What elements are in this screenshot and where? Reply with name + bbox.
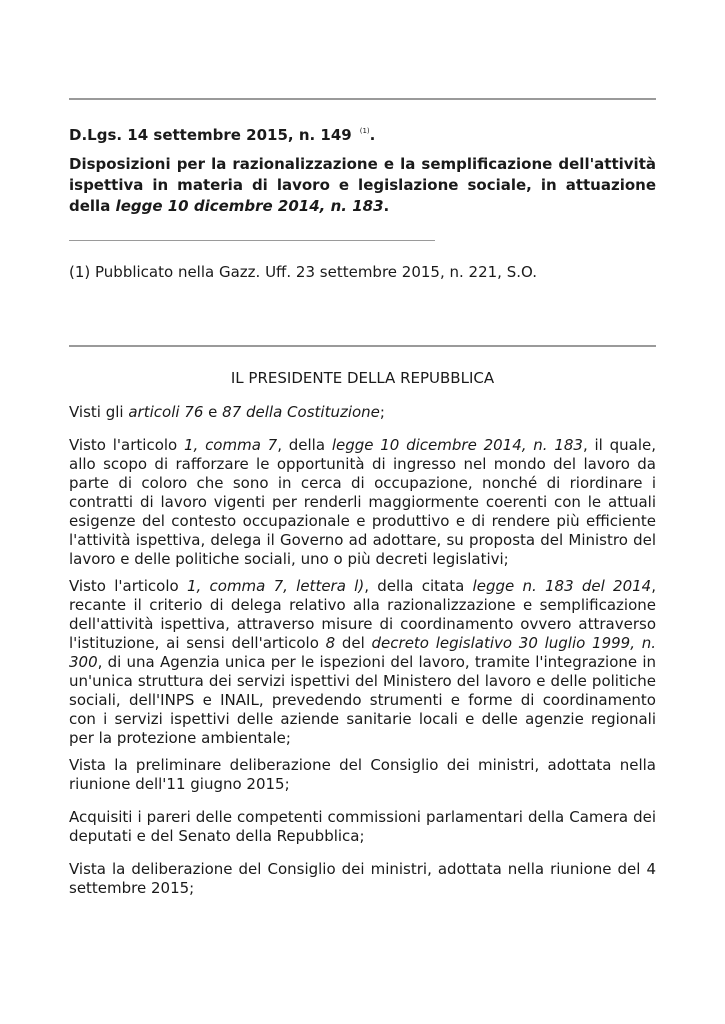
president-heading: IL PRESIDENTE DELLA REPUBBLICA <box>230 369 495 387</box>
comma-7-link[interactable]: 1, comma 7 <box>183 436 278 454</box>
footnote-text: (1) Pubblicato nella Gazz. Uff. 23 settembre 2015, n. 221, S.O. <box>69 263 537 281</box>
paragraph-deliberazione: Vista la deliberazione del Consiglio dei ministri, adottata nella riunione del 4 settembre 2015; <box>69 860 656 897</box>
title-text: D.Lgs. 14 settembre 2015, n. 149 <box>69 126 352 144</box>
dlgs-300-link[interactable]: decreto legislativo 30 luglio 1999, n. 300 <box>69 634 656 671</box>
articolo-8-link[interactable]: 8 <box>325 634 336 652</box>
paragraph-criterio: Visto l'articolo 1, comma 7, lettera l), della citata legge n. 183 del 2014, recante il criterio di delega relativo alla razionalizzazione e semplificazione dell'attività ispettiva, attraverso misure di coordinamento ovvero attraverso l'istituzione, ai sensi dell'articolo 8 del decreto legislativo 30 luglio 1999, n. 300, di una Agenzia unica per le ispezioni del lavoro, tramite l'integrazione in un'unica struttura dei servizi ispettivi del Ministero del lavoro e delle politiche sociali, dell'INPS e INAIL, prevedendo strumenti e forme di coordinamento con i servizi ispettivi delle aziende sanitarie locali e delle agenzie regionali per la protezione ambientale; <box>69 577 656 747</box>
paragraph-preliminare: Vista la preliminare deliberazione del Consiglio dei ministri, adottata nella riunione dell'11 giugno 2015; <box>69 756 656 793</box>
law-reference-link[interactable]: legge 10 dicembre 2014, n. 183 <box>115 197 384 215</box>
top-divider <box>69 98 656 100</box>
paragraph-constitution: Visti gli articoli 76 e 87 della Costituzione; <box>69 403 385 421</box>
paragraph-delega: Visto l'articolo 1, comma 7, della legge 10 dicembre 2014, n. 183, il quale, allo scopo di rafforzare le opportunità di ingresso nel mondo del lavoro da parte di coloro che sono in cerca di occupazione, nonché di riordinare i contratti di lavoro vigenti per renderli maggiormente coerenti con le attuali esigenze del contesto occupazionale e produttivo e di rendere più efficiente l'attività ispettiva, delega il Governo ad adottare, su proposta del Ministro del lavoro e delle politiche sociali, uno o più decreti legislativi; <box>69 436 656 568</box>
footnote-ref-link[interactable]: (1) <box>359 127 370 135</box>
legge-183-link[interactable]: legge 10 dicembre 2014, n. 183 <box>331 436 583 454</box>
paragraph-pareri: Acquisiti i pareri delle competenti commissioni parlamentari della Camera dei deputati e del Senato della Repubblica; <box>69 808 656 845</box>
document-title: D.Lgs. 14 settembre 2015, n. 149 $^{(1)}$. <box>69 126 376 144</box>
document-subtitle: Disposizioni per la razionalizzazione e la semplificazione dell'attività ispettiva in materia di lavoro e legislazione sociale, in attuazione della legge 10 dicembre 2014, n. 183. <box>69 155 656 215</box>
section-divider <box>69 345 656 347</box>
articoli-76-link[interactable]: articoli 76 <box>128 403 204 421</box>
legge-183-2014-link[interactable]: legge n. 183 del 2014 <box>472 577 652 595</box>
lettera-l-link[interactable]: 1, comma 7, lettera l) <box>186 577 365 595</box>
costituzione-link[interactable]: 87 della Costituzione <box>222 403 380 421</box>
footnote-divider <box>69 240 435 241</box>
